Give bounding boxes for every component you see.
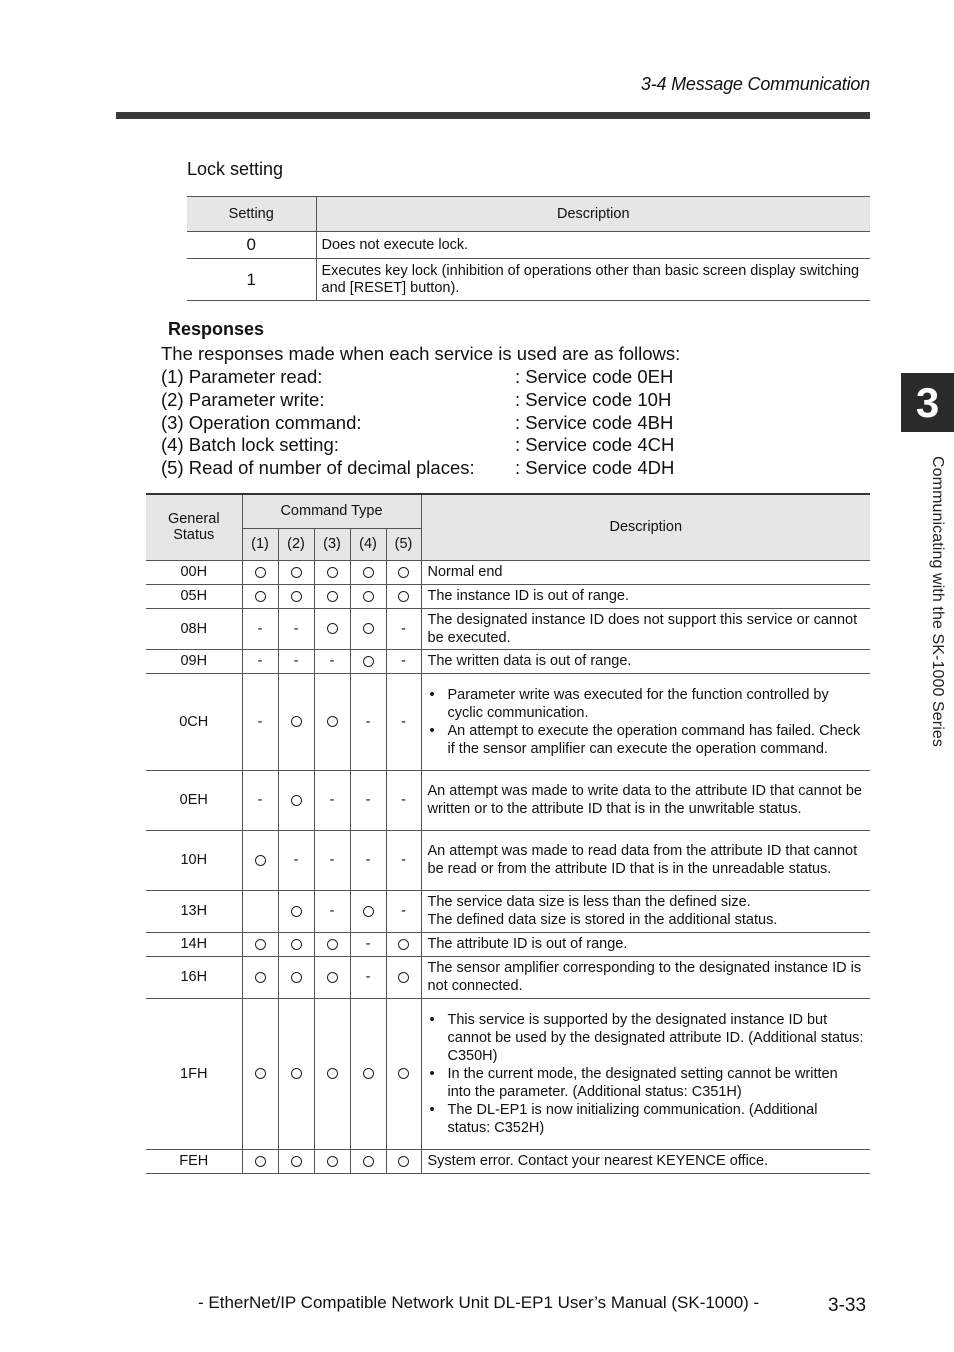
status-description — [421, 1149, 870, 1173]
circle-icon — [327, 1068, 338, 1079]
unsupported-mark: - — [242, 673, 278, 770]
service-label: (2) Parameter write: — [161, 388, 325, 410]
unsupported-mark: - — [386, 673, 421, 770]
unsupported-mark: - — [314, 649, 350, 673]
supported-mark — [242, 584, 278, 608]
list-item: • The DL-EP1 is now initializing communication. (Additional status: C352H) — [448, 1101, 864, 1137]
list-item — [161, 434, 675, 457]
status-description — [421, 673, 870, 770]
description-line: An attempt was made to read data from the attribute ID that cannot be read or from the attribute ID that is in the unreadable status. — [427, 843, 858, 877]
circle-icon — [327, 972, 338, 983]
col-cmd-1: (1) — [242, 528, 278, 560]
unsupported-mark: - — [350, 932, 386, 956]
header-rule — [116, 112, 870, 119]
status-code: FEH — [146, 1149, 242, 1173]
circle-icon — [255, 1156, 266, 1167]
supported-mark — [242, 830, 278, 890]
service-label: (4) Batch lock setting: — [161, 434, 339, 456]
col-cmd-4: (4) — [350, 528, 386, 560]
supported-mark — [350, 998, 386, 1149]
supported-mark — [278, 560, 314, 584]
unsupported-mark: - — [350, 956, 386, 998]
supported-mark — [278, 673, 314, 770]
unsupported-mark: - — [350, 673, 386, 770]
status-description — [421, 998, 870, 1149]
table-row — [146, 560, 870, 584]
circle-icon — [291, 716, 302, 727]
description-line: The service data size is less than the defined size. — [427, 894, 751, 910]
supported-mark — [314, 932, 350, 956]
circle-icon — [291, 1156, 302, 1167]
supported-mark — [278, 890, 314, 932]
chapter-side-title: Communicating with the SK-1000 Series — [929, 456, 946, 747]
supported-mark — [386, 932, 421, 956]
unsupported-mark: - — [242, 770, 278, 830]
status-code: 00H — [146, 560, 242, 584]
circle-icon — [255, 1068, 266, 1079]
unsupported-mark: - — [278, 830, 314, 890]
circle-icon — [291, 906, 302, 917]
circle-icon — [363, 906, 374, 917]
service-code: : Service code 10H — [515, 388, 672, 410]
supported-mark — [278, 956, 314, 998]
supported-mark — [242, 998, 278, 1149]
circle-icon — [363, 1068, 374, 1079]
circle-icon — [291, 795, 302, 806]
service-code: : Service code 4DH — [515, 457, 675, 479]
supported-mark — [314, 584, 350, 608]
lock-col-description: Description — [316, 197, 870, 232]
lock-setting-heading: Lock setting — [187, 159, 284, 179]
table-row — [187, 232, 870, 259]
circle-icon — [398, 591, 409, 602]
supported-mark — [386, 1149, 421, 1173]
table-row — [146, 956, 870, 998]
status-description — [421, 770, 870, 830]
unsupported-mark: - — [314, 770, 350, 830]
service-label: (3) Operation command: — [161, 411, 362, 433]
supported-mark — [350, 1149, 386, 1173]
supported-mark — [350, 584, 386, 608]
circle-icon — [363, 656, 374, 667]
responses-heading: Responses — [168, 319, 265, 339]
table-row — [146, 770, 870, 830]
status-code: 05H — [146, 584, 242, 608]
supported-mark — [386, 956, 421, 998]
circle-icon — [327, 623, 338, 634]
description-line: Normal end — [427, 564, 503, 580]
circle-icon — [327, 591, 338, 602]
supported-mark — [350, 608, 386, 649]
col-description: Description — [421, 494, 870, 560]
circle-icon — [363, 591, 374, 602]
table-row — [146, 890, 870, 932]
empty-mark — [242, 890, 278, 932]
unsupported-mark: - — [386, 608, 421, 649]
service-label: (1) Parameter read: — [161, 366, 323, 387]
lock-setting-description: Executes key lock (inhibition of operations other than basic screen display switching and [RESET] button). — [316, 259, 870, 301]
service-code: : Service code 0EH — [515, 366, 674, 387]
service-code: : Service code 4BH — [515, 411, 674, 433]
general-status-table — [146, 493, 870, 1174]
unsupported-mark: - — [242, 649, 278, 673]
supported-mark — [314, 998, 350, 1149]
status-description — [421, 649, 870, 673]
supported-mark — [278, 1149, 314, 1173]
status-description — [421, 608, 870, 649]
list-item: • In the current mode, the designated setting cannot be written into the parameter. (Additional status: C351H) — [448, 1065, 864, 1101]
supported-mark — [350, 890, 386, 932]
supported-mark — [386, 560, 421, 584]
status-description — [421, 584, 870, 608]
supported-mark — [242, 956, 278, 998]
unsupported-mark: - — [242, 608, 278, 649]
circle-icon — [255, 567, 266, 578]
supported-mark — [278, 932, 314, 956]
status-code: 13H — [146, 890, 242, 932]
description-line: The designated instance ID does not support this service or cannot be executed. — [427, 611, 858, 646]
list-item — [161, 388, 672, 412]
supported-mark — [242, 932, 278, 956]
circle-icon — [291, 1068, 302, 1079]
supported-mark — [350, 649, 386, 673]
circle-icon — [291, 939, 302, 950]
supported-mark — [350, 560, 386, 584]
table-row — [146, 998, 870, 1149]
col-cmd-2: (2) — [278, 528, 314, 560]
table-row — [146, 932, 870, 956]
circle-icon — [398, 972, 409, 983]
unsupported-mark: - — [386, 890, 421, 932]
status-code: 14H — [146, 932, 242, 956]
circle-icon — [398, 939, 409, 950]
unsupported-mark: - — [386, 830, 421, 890]
service-code-list — [161, 366, 675, 480]
list-item: • Parameter write was executed for the function controlled by cyclic communication. — [448, 686, 864, 722]
status-description — [421, 932, 870, 956]
circle-icon — [255, 939, 266, 950]
circle-icon — [398, 1068, 409, 1079]
supported-mark — [278, 584, 314, 608]
unsupported-mark: - — [278, 608, 314, 649]
circle-icon — [363, 623, 374, 634]
supported-mark — [314, 560, 350, 584]
status-description — [421, 956, 870, 998]
page-number: 3-33 — [828, 1295, 867, 1316]
supported-mark — [278, 998, 314, 1149]
list-item: • An attempt to execute the operation command has failed. Check if the sensor amplifier can execute the operation command. — [448, 722, 864, 758]
description-line: System error. Contact your nearest KEYENCE office. — [427, 1153, 769, 1169]
unsupported-mark: - — [278, 649, 314, 673]
unsupported-mark: - — [350, 770, 386, 830]
status-code: 16H — [146, 956, 242, 998]
lock-setting-table — [187, 196, 870, 301]
chapter-tab: 3 — [901, 373, 954, 432]
status-code: 08H — [146, 608, 242, 649]
circle-icon — [255, 972, 266, 983]
circle-icon — [363, 1156, 374, 1167]
circle-icon — [327, 939, 338, 950]
description-line: An attempt was made to write data to the attribute ID that cannot be written or to the attribute ID that is in the unwritable status. — [427, 783, 862, 817]
list-item — [161, 411, 674, 435]
description-line: The sensor amplifier corresponding to the designated instance ID is not connected. — [427, 960, 862, 994]
table-row — [146, 1149, 870, 1173]
supported-mark — [386, 998, 421, 1149]
status-code: 10H — [146, 830, 242, 890]
circle-icon — [255, 591, 266, 602]
status-description — [421, 560, 870, 584]
lock-setting-value: 0 — [187, 232, 316, 259]
list-item: • This service is supported by the designated instance ID but cannot be used by the designated attribute ID. (Additional status: C350H) — [448, 1011, 864, 1065]
table-row — [146, 830, 870, 890]
unsupported-mark: - — [314, 830, 350, 890]
description-line: The instance ID is out of range. — [427, 588, 630, 604]
status-description — [421, 890, 870, 932]
supported-mark — [314, 956, 350, 998]
responses-intro: The responses made when each service is used are as follows: — [161, 343, 681, 364]
unsupported-mark: - — [314, 890, 350, 932]
status-code: 0EH — [146, 770, 242, 830]
circle-icon — [291, 972, 302, 983]
circle-icon — [327, 1156, 338, 1167]
description-line: The written data is out of range. — [427, 653, 632, 669]
circle-icon — [327, 716, 338, 727]
supported-mark — [242, 560, 278, 584]
supported-mark — [314, 1149, 350, 1173]
lock-col-setting: Setting — [187, 197, 316, 232]
table-row — [146, 673, 870, 770]
supported-mark — [278, 770, 314, 830]
circle-icon — [398, 1156, 409, 1167]
footer-manual-title: - EtherNet/IP Compatible Network Unit DL-EP1 User’s Manual (SK-1000) - — [198, 1293, 760, 1312]
col-cmd-5: (5) — [386, 528, 421, 560]
description-line: The attribute ID is out of range. — [427, 936, 628, 952]
unsupported-mark: - — [350, 830, 386, 890]
supported-mark — [242, 1149, 278, 1173]
lock-setting-value: 1 — [187, 259, 316, 301]
unsupported-mark: - — [386, 649, 421, 673]
list-item — [161, 457, 675, 480]
supported-mark — [386, 584, 421, 608]
supported-mark — [314, 673, 350, 770]
supported-mark — [314, 608, 350, 649]
table-row — [146, 649, 870, 673]
circle-icon — [327, 567, 338, 578]
circle-icon — [363, 567, 374, 578]
col-command-type: Command Type — [242, 494, 421, 528]
service-code: : Service code 4CH — [515, 434, 675, 456]
circle-icon — [291, 567, 302, 578]
service-label: (5) Read of number of decimal places: — [161, 457, 475, 479]
circle-icon — [291, 591, 302, 602]
status-description — [421, 830, 870, 890]
col-general-status: General Status — [146, 494, 242, 560]
status-code: 09H — [146, 649, 242, 673]
col-cmd-3: (3) — [314, 528, 350, 560]
status-code: 0CH — [146, 673, 242, 770]
unsupported-mark: - — [386, 770, 421, 830]
table-row — [146, 584, 870, 608]
lock-setting-description: Does not execute lock. — [316, 232, 870, 259]
list-item — [161, 366, 674, 389]
status-code: 1FH — [146, 998, 242, 1149]
table-row — [187, 259, 870, 301]
description-line: The defined data size is stored in the additional status. — [427, 912, 778, 928]
table-row — [146, 608, 870, 649]
circle-icon — [255, 855, 266, 866]
circle-icon — [398, 567, 409, 578]
header-title: 3-4 Message Communication — [640, 74, 870, 94]
